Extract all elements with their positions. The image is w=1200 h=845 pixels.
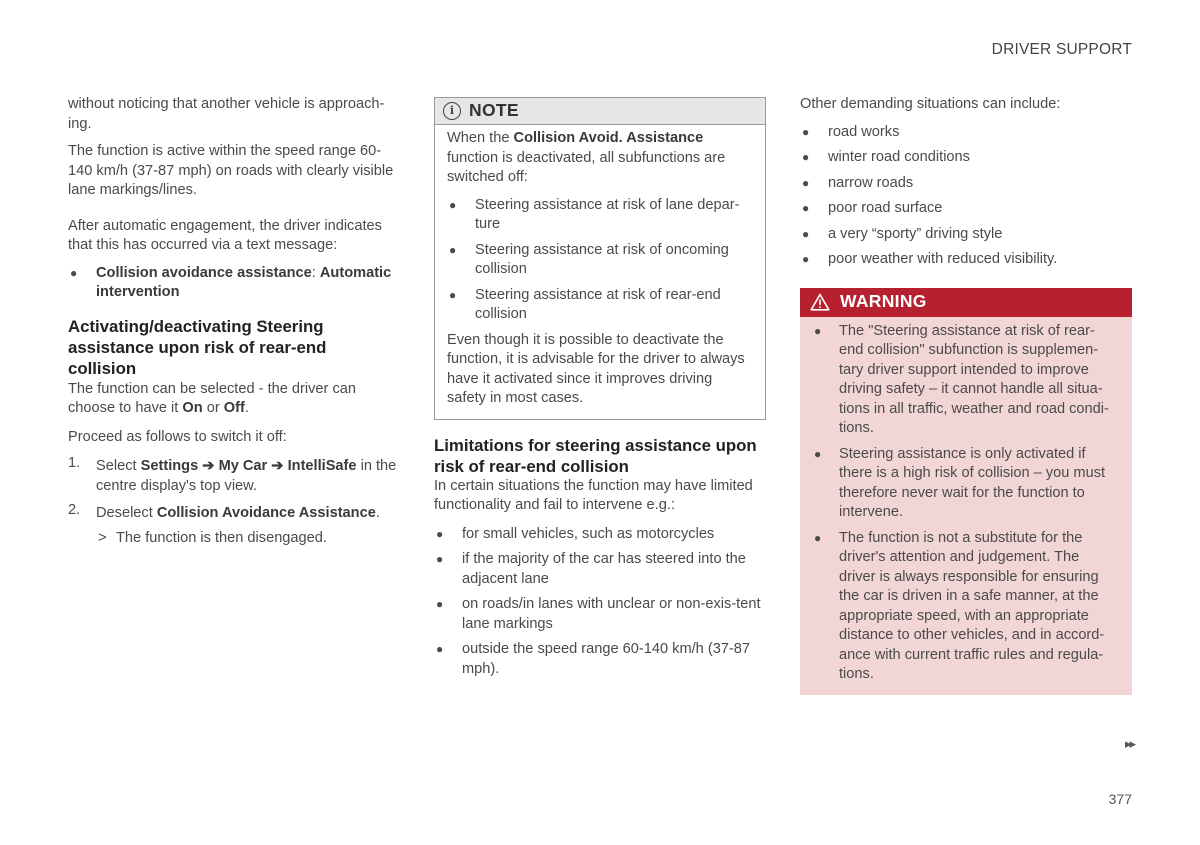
text: in the centre display's top view.: [96, 458, 397, 494]
menu-path-intellisafe: IntelliSafe: [287, 458, 357, 474]
list-text: winter road conditions: [828, 149, 970, 165]
list-item: [800, 225, 1132, 245]
list-text: poor weather with reduced visibility.: [828, 251, 1058, 267]
result-text: The function is then disengaged.: [116, 529, 327, 546]
paragraph: In certain situations the function may have limited functionality and fail to intervene e.g.:: [434, 477, 753, 513]
text: The function can be selected - the driver can choose to have it: [68, 380, 356, 416]
list-text: narrow roads: [828, 174, 914, 191]
paragraph: [68, 380, 398, 419]
bullet-icon: ●: [814, 530, 822, 545]
warning-title: WARNING: [840, 291, 927, 312]
step-number: 2.: [68, 502, 81, 518]
list-item: [800, 148, 1132, 168]
note-title: NOTE: [469, 100, 519, 121]
text: When the: [447, 130, 514, 146]
list-item: [812, 445, 1118, 523]
note-box: [434, 97, 766, 420]
result-marker: >: [98, 529, 107, 546]
list-text: Steering assistance at risk of oncoming collision: [475, 241, 729, 277]
list-item: [800, 123, 1132, 143]
list-text: Steering assistance is only activated if there is a high risk of collision – you must therefore never wait for the function to intervene.: [839, 445, 1106, 520]
bullet-icon: ●: [449, 242, 457, 257]
list-text: The function is not a substitute for the driver's attention and judgement. The driver is always responsible for ensuring the car is driven in a safe manner, at the appropriate speed, with an appropriate distance to other vehicles, and in accord-ance with current traffic rules and regula-tions.: [839, 529, 1105, 682]
warning-box: [800, 288, 1132, 695]
bullet-icon: ●: [436, 642, 444, 656]
message-list: [68, 264, 398, 303]
message-sep: :: [311, 264, 316, 281]
paragraph: Proceed as follows to switch it off:: [68, 428, 287, 445]
list-item: [434, 550, 766, 589]
list-item: [434, 525, 766, 545]
arrow-right-icon: ➔: [202, 458, 215, 474]
paragraph: Even though it is possible to deactivate the function, it is advisable for the driver to always have it activated since it improves driving safety in most cases.: [447, 331, 745, 406]
paragraph: without noticing that another vehicle is approach-ing.: [68, 96, 385, 132]
on-label: On: [182, 400, 203, 416]
paragraph: [447, 129, 754, 188]
column-left: [68, 95, 398, 548]
text: or: [202, 400, 224, 416]
paragraph: The function is active within the speed range 60-140 km/h (37-87 mph) on roads with clearly visible lane markings/lines.: [68, 143, 394, 198]
function-name: Collision Avoid. Assistance: [513, 130, 704, 146]
bullet-icon: ●: [802, 175, 810, 190]
warning-list: [812, 322, 1118, 685]
note-header: [435, 98, 765, 125]
arrow-right-icon: ➔: [271, 458, 284, 474]
list-text: for small vehicles, such as motorcycles: [462, 525, 715, 542]
bullet-icon: ●: [449, 287, 457, 302]
step-result: [68, 529, 398, 549]
list-text: The "Steering assistance at risk of rear-end collision" subfunction is supplemen-tary driver support intended to improve driving safety – it cannot handle all situa-tions in all traffic, weather and road condi-tions.: [839, 322, 1109, 436]
list-text: outside the speed range 60-140 km/h (37-87 mph).: [462, 641, 751, 677]
note-body: [435, 125, 765, 419]
list-item: [800, 174, 1132, 194]
menu-path-settings: Settings: [140, 458, 199, 474]
section-title: DRIVER SUPPORT: [991, 41, 1132, 58]
list-text: a very “sporty” driving style: [828, 225, 1003, 242]
text: Select: [96, 458, 141, 474]
list-text: if the majority of the car has steered into the adjacent lane: [462, 551, 746, 587]
situations-list: [800, 123, 1132, 270]
bullet-icon: ●: [814, 446, 822, 461]
bullet-icon: ●: [802, 252, 810, 266]
next-page-marker: ▸▸: [1124, 736, 1134, 751]
info-icon: i: [443, 102, 461, 120]
paragraph: After automatic engagement, the driver indicates that this has occurred via a text message:: [68, 217, 382, 253]
bullet-icon: ●: [802, 226, 810, 241]
off-label: Off: [223, 400, 245, 416]
step-1: [68, 457, 398, 496]
list-text: road works: [828, 123, 900, 140]
bullet-icon: ●: [814, 323, 822, 338]
list-item: [447, 241, 754, 280]
bullet-icon: ●: [436, 552, 444, 566]
bullet-icon: ●: [802, 124, 810, 139]
list-item: [447, 196, 754, 235]
limitations-list: [434, 525, 766, 680]
bullet-icon: ●: [436, 526, 444, 541]
warning-header: [800, 288, 1132, 317]
list-item: [812, 529, 1118, 685]
column-middle: [434, 97, 766, 679]
menu-option: Collision Avoidance Assistance: [156, 505, 376, 521]
list-item: [434, 640, 766, 679]
text: Deselect: [96, 505, 157, 521]
text: .: [244, 400, 249, 416]
step-number: 1.: [68, 455, 81, 471]
bullet-icon: ●: [70, 265, 78, 280]
step-2: [68, 504, 398, 524]
list-item: [800, 250, 1132, 270]
list-text: on roads/in lanes with unclear or non-exis-tent lane markings: [462, 596, 761, 632]
column-right: [800, 95, 1132, 695]
bullet-icon: ●: [436, 597, 444, 611]
page-number: 377: [1108, 791, 1132, 807]
text: .: [375, 505, 380, 521]
subfunction-list: [447, 196, 754, 325]
menu-path-my-car: My Car: [218, 458, 268, 474]
list-text: poor road surface: [828, 200, 943, 216]
warning-body: [800, 317, 1132, 695]
list-item: [434, 595, 766, 634]
list-item: [812, 322, 1118, 439]
message-bold: Automatic intervention: [96, 264, 392, 300]
list-item: [447, 286, 754, 325]
bullet-icon: ●: [449, 197, 457, 212]
list-text: Steering assistance at risk of lane depar-ture: [475, 196, 740, 232]
paragraph: Other demanding situations can include:: [800, 96, 1061, 112]
list-text: Steering assistance at risk of rear-end collision: [475, 286, 721, 322]
section-heading: Activating/deactivating Steering assistance upon risk of rear-end collision: [68, 316, 327, 378]
bullet-icon: ●: [802, 201, 810, 215]
message-bold: Collision avoidance assistance: [96, 264, 312, 281]
bullet-icon: ●: [802, 150, 810, 164]
list-item: [68, 264, 398, 303]
list-item: [800, 199, 1132, 219]
text: function is deactivated, all subfunctions are switched off:: [447, 149, 726, 185]
section-heading: Limitations for steering assistance upon risk of rear-end collision: [434, 435, 757, 476]
warning-triangle-icon: [810, 293, 830, 311]
